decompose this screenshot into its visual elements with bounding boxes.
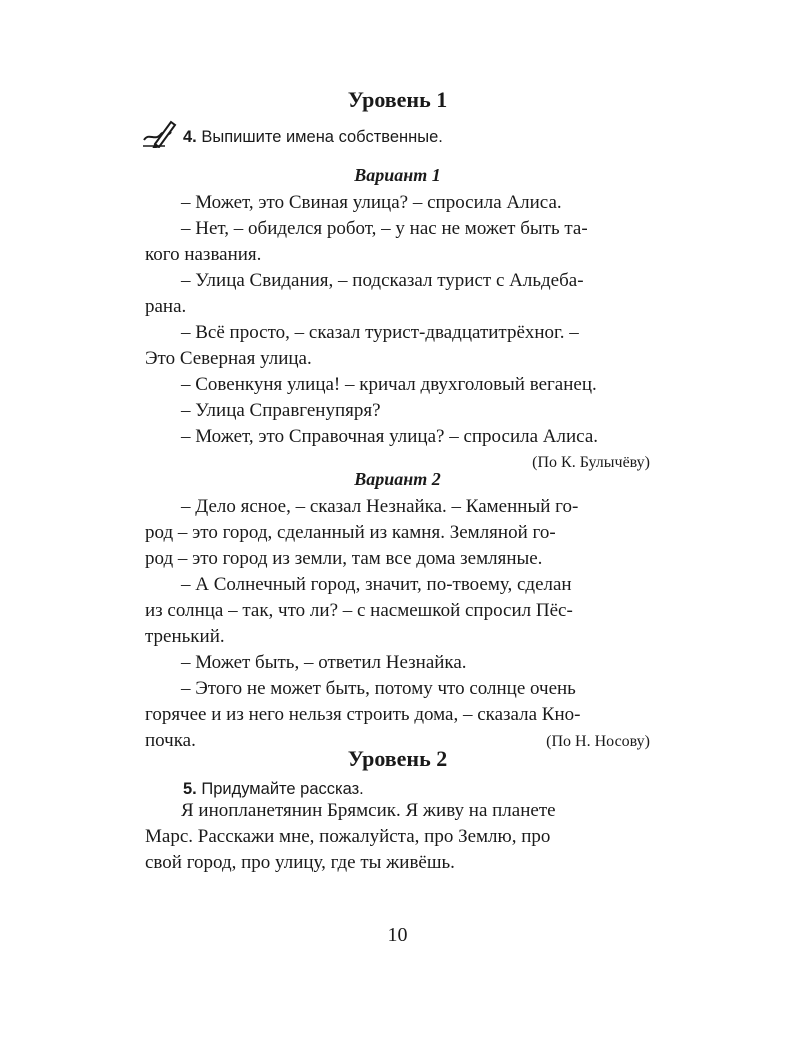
- source-citation: (По Н. Носову): [546, 733, 650, 750]
- text-line: – Совенкуня улица! – кричал двухголовый веганец.: [181, 374, 597, 395]
- pencil-writing-icon: [141, 118, 179, 148]
- task-5-number: 5.: [183, 780, 197, 798]
- variant-1-heading: Вариант 1: [354, 165, 441, 185]
- text-line: свой город, про улицу, где ты живёшь.: [145, 852, 455, 873]
- text-line: род – это город, сделанный из камня. Земляной го-: [145, 522, 556, 543]
- task-4-number: 4.: [183, 128, 197, 146]
- text-line: Это Северная улица.: [145, 348, 312, 369]
- text-line: – Дело ясное, – сказал Незнайка. – Каменный го-: [181, 496, 579, 517]
- text-line: – Этого не может быть, потому что солнце очень: [181, 678, 576, 699]
- text-line: почка.: [145, 730, 196, 751]
- source-citation: (По К. Булычёву): [532, 454, 650, 471]
- text-line: горячее и из него нельзя строить дома, – сказала Кно-: [145, 704, 581, 725]
- text-line: – Улица Свидания, – подсказал турист с Альдеба-: [181, 270, 584, 291]
- text-line: Я инопланетянин Брямсик. Я живу на планете: [181, 800, 556, 821]
- level-1-heading: Уровень 1: [347, 87, 448, 112]
- task-4-text: Выпишите имена собственные.: [201, 128, 443, 146]
- text-line: тренький.: [145, 626, 225, 647]
- variant-1-text: [145, 190, 650, 476]
- variant-2-heading: Вариант 2: [354, 469, 441, 489]
- text-line: кого названия.: [145, 244, 262, 265]
- level-2-heading: Уровень 2: [347, 746, 448, 771]
- page-number: 10: [387, 924, 408, 946]
- text-line: – Улица Справгенупяря?: [181, 400, 381, 421]
- story-text: [145, 798, 650, 876]
- text-line: – Может, это Свиная улица? – спросила Алиса.: [181, 192, 562, 213]
- text-line: рана.: [145, 296, 187, 317]
- text-line: – Нет, – обиделся робот, – у нас не может быть та-: [181, 218, 588, 239]
- text-line: – Может, это Справочная улица? – спросила Алиса.: [181, 426, 599, 447]
- text-line: род – это город из земли, там все дома земляные.: [145, 548, 543, 569]
- task-4: [183, 127, 643, 147]
- task-5: [183, 779, 643, 799]
- text-line: – Всё просто, – сказал турист-двадцатитрёхног. –: [181, 322, 579, 343]
- text-line: – Может быть, – ответил Незнайка.: [181, 652, 467, 673]
- text-line: Марс. Расскажи мне, пожалуйста, про Землю, про: [145, 826, 551, 847]
- text-line: – А Солнечный город, значит, по-твоему, сделан: [181, 574, 572, 595]
- task-5-text: Придумайте рассказ.: [201, 780, 364, 798]
- text-line: из солнца – так, что ли? – с насмешкой спросил Пёс-: [145, 600, 573, 621]
- variant-2-text: [145, 494, 650, 755]
